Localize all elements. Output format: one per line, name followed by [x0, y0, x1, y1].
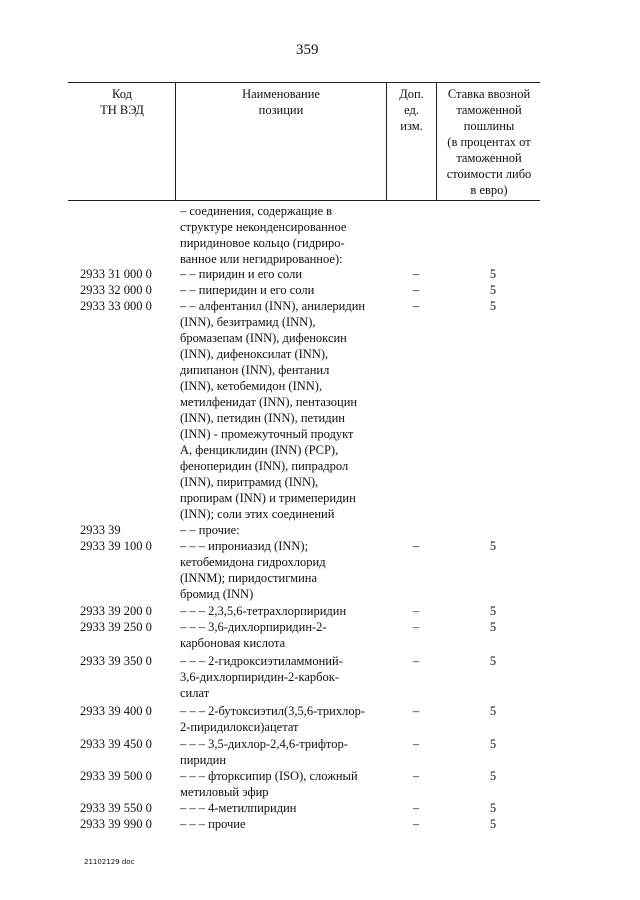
row-code: 2933 39 400 0 — [80, 704, 152, 718]
row-code: 2933 39 200 0 — [80, 604, 152, 618]
row-rate: 5 — [489, 267, 497, 281]
column-divider-1 — [175, 82, 176, 200]
row-code: 2933 39 990 0 — [80, 817, 152, 831]
row-code: 2933 39 450 0 — [80, 737, 152, 751]
row-rate: 5 — [489, 299, 497, 313]
row-unit: – — [412, 654, 420, 668]
row-unit: – — [412, 539, 420, 553]
row-name: – – – ипрониазид (INN); кетобемидона гидрохлорид (INNM); пиридостигмина бромид (INN) — [180, 539, 326, 601]
row-rate: 5 — [489, 539, 497, 553]
row-rate: 5 — [489, 604, 497, 618]
row-name: – – алфентанил (INN), анилеридин (INN), безитрамид (INN), бромазепам (INN), дифеноксин (INN), дифеноксилат (INN), дипипанон (INN), фентанил (INN), кетобемидон (INN), метилфенидат (INN), пентазоцин (INN), петидин (INN), петидин (INN) - промежуточный продукт А, фенциклидин (INN) (PCP), феноперидин (INN), пипрадрол (INN), пиритрамид (INN), пропирам (INN) и тримеперидин (INN); соли этих соединений — [180, 299, 366, 521]
row-code: 2933 39 550 0 — [80, 801, 152, 815]
row-unit: – — [412, 769, 420, 783]
row-unit: – — [412, 620, 420, 634]
row-unit: – — [412, 737, 420, 751]
row-code: 2933 39 — [80, 523, 121, 537]
row-name: – – – прочие — [180, 817, 246, 831]
document-footer: 21102129 doc — [84, 858, 135, 866]
page-number: 359 — [296, 42, 319, 58]
row-unit: – — [412, 817, 420, 831]
row-name: – – пиперидин и его соли — [180, 283, 315, 297]
column-divider-3 — [436, 82, 437, 200]
row-unit: – — [412, 704, 420, 718]
row-name: – – – 4-метилпиридин — [180, 801, 297, 815]
row-rate: 5 — [489, 620, 497, 634]
row-unit: – — [412, 604, 420, 618]
row-name: – – прочие: — [180, 523, 240, 537]
row-name: – – – 3,6-дихлорпиридин-2- карбоновая кислота — [180, 620, 327, 650]
header-code: Код ТН ВЭД — [100, 87, 144, 117]
row-name: – – – 2-бутоксиэтил(3,5,6-трихлор- 2-пиридилокси)ацетат — [180, 704, 366, 734]
column-divider-2 — [386, 82, 387, 200]
row-unit: – — [412, 299, 420, 313]
row-unit: – — [412, 801, 420, 815]
row-name: – соединения, содержащие в структуре неконденсированное пиридиновое кольцо (гидриро- ванное или негидрированное): — [180, 204, 347, 266]
row-code: 2933 32 000 0 — [80, 283, 152, 297]
row-name: – – – 2,3,5,6-тетрахлорпиридин — [180, 604, 347, 618]
header-name: Наименование позиции — [242, 87, 320, 117]
row-code: 2933 39 350 0 — [80, 654, 152, 668]
row-code: 2933 33 000 0 — [80, 299, 152, 313]
row-name: – – – 3,5-дихлор-2,4,6-трифтор- пиридин — [180, 737, 348, 767]
row-unit: – — [412, 283, 420, 297]
header-top-rule — [68, 82, 540, 83]
row-rate: 5 — [489, 737, 497, 751]
row-unit: – — [412, 267, 420, 281]
header-rate: Ставка ввозной таможенной пошлины (в процентах от таможенной стоимости либо в евро) — [446, 87, 532, 197]
row-rate: 5 — [489, 654, 497, 668]
row-name: – – – 2-гидроксиэтиламмоний- 3,6-дихлорпиридин-2-карбок- силат — [180, 654, 343, 700]
row-rate: 5 — [489, 704, 497, 718]
row-code: 2933 39 500 0 — [80, 769, 152, 783]
header-bottom-rule — [68, 200, 540, 201]
header-unit: Доп. ед. изм. — [399, 87, 424, 133]
row-code: 2933 39 250 0 — [80, 620, 152, 634]
row-code: 2933 39 100 0 — [80, 539, 152, 553]
row-rate: 5 — [489, 283, 497, 297]
row-code: 2933 31 000 0 — [80, 267, 152, 281]
row-rate: 5 — [489, 817, 497, 831]
row-name: – – пиридин и его соли — [180, 267, 303, 281]
row-rate: 5 — [489, 769, 497, 783]
row-rate: 5 — [489, 801, 497, 815]
row-name: – – – фторксипир (ISO), сложный метиловый эфир — [180, 769, 358, 799]
